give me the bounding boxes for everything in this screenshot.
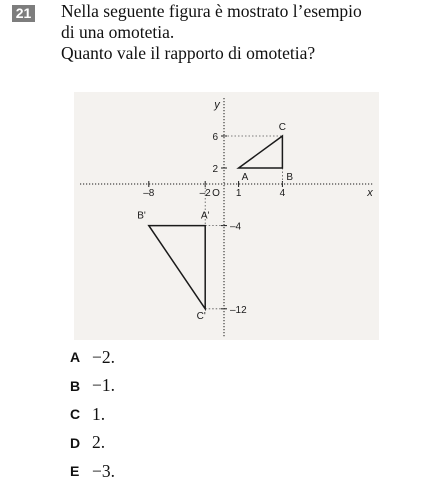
choice-text: −1. [92, 375, 115, 396]
y-axis-label: y [214, 99, 220, 111]
choice-letter: B [70, 377, 81, 394]
question-number: 21 [12, 5, 35, 22]
choice-text: −3. [92, 460, 115, 481]
answer-choices [70, 343, 115, 486]
triangle-image [149, 226, 205, 309]
choice-c[interactable] [70, 400, 115, 429]
choice-b[interactable] [70, 372, 115, 401]
y-tick-label: –4 [230, 221, 242, 233]
x-axis-label: x [367, 187, 373, 199]
choice-e[interactable] [70, 457, 115, 486]
choice-letter: C [70, 406, 81, 423]
question-line-2: di una omotetia. [61, 22, 175, 42]
question-text [61, 1, 436, 64]
coordinate-plane [74, 92, 379, 340]
question-line-3: Quanto vale il rapporto di omotetia? [61, 43, 316, 63]
question-line-1: Nella seguente figura è mostrato l’esempio [61, 1, 362, 21]
choice-text: 2. [92, 432, 106, 453]
origin-label: O [212, 188, 220, 199]
choice-letter: D [70, 434, 81, 451]
choice-letter: A [70, 349, 81, 366]
x-tick-label: 4 [279, 188, 286, 199]
choice-text: −2. [92, 346, 115, 367]
x-tick-label: –8 [143, 188, 155, 199]
y-tick-label: 6 [212, 132, 218, 143]
y-tick-label: 2 [212, 164, 218, 175]
x-tick-label: 1 [235, 188, 242, 199]
x-tick-label: –2 [199, 188, 211, 199]
point-label: C' [196, 310, 206, 322]
triangle-abc [239, 136, 283, 168]
choice-text: 1. [92, 403, 106, 424]
choice-letter: E [70, 463, 80, 480]
choice-a[interactable] [70, 343, 115, 372]
point-label: B [286, 172, 294, 183]
y-tick-label: –12 [230, 304, 247, 316]
homothety-figure [74, 92, 379, 340]
point-label: C [278, 122, 287, 133]
point-label: A [241, 172, 249, 183]
point-label: B' [137, 210, 146, 222]
choice-d[interactable] [70, 429, 115, 458]
point-label: A' [200, 210, 210, 222]
